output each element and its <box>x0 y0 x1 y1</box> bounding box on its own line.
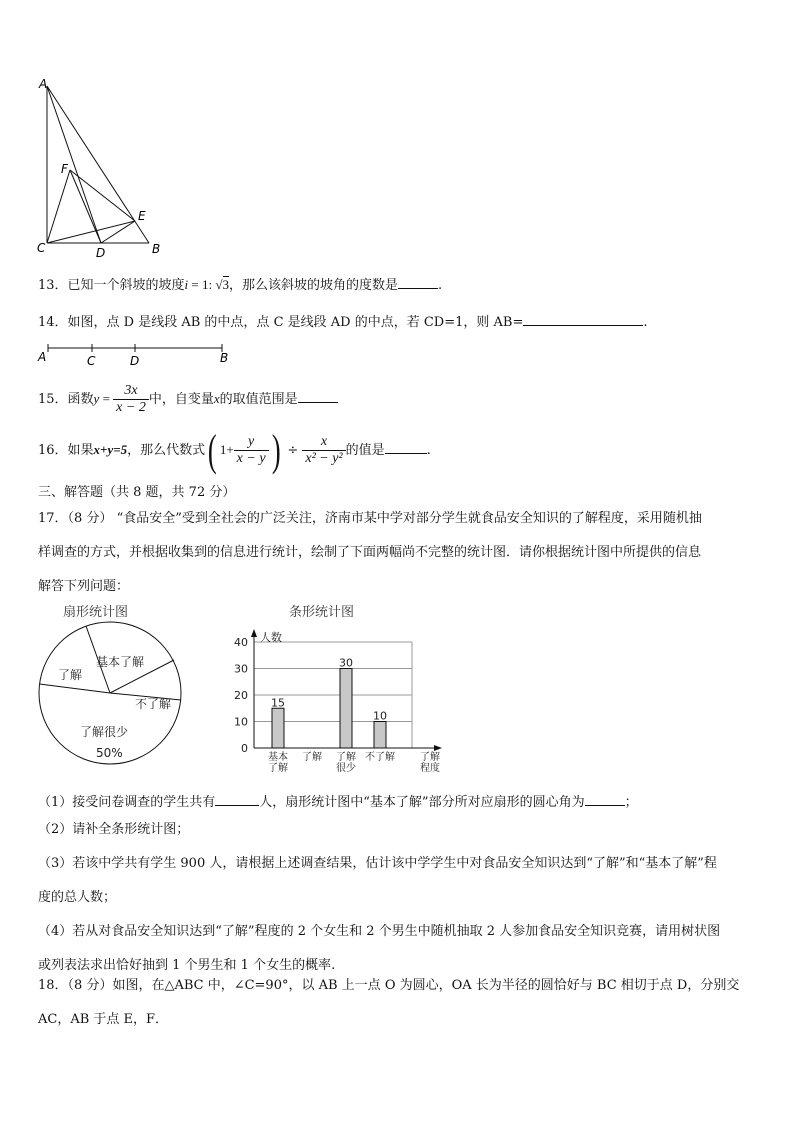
q13-text: 13．已知一个斜坡的坡度 <box>38 278 185 293</box>
x-axis-arrow <box>434 745 442 751</box>
q15-x: x <box>213 391 220 406</box>
q17-part-4a: （4）若从对食品安全知识达到“了解”程度的 2 个女生和 2 个男生中随机抽取 2 人参加食品安全知识竞赛，请用树状图 <box>38 924 721 939</box>
bar-value-label: 30 <box>339 656 353 670</box>
bar-chart-title: 条形统计图 <box>289 605 355 620</box>
q16-f2-num: x <box>302 434 345 451</box>
answer-blank-13[interactable] <box>398 275 438 289</box>
x-tick-label: 不了解 <box>365 752 395 763</box>
q16-fraction-2 <box>302 434 345 467</box>
q16-div: ÷ <box>283 443 303 458</box>
q14-text: 14．如图，点 D 是线段 AB 的中点，点 C 是线段 AD 的中点，若 CD=1，则 AB= <box>38 315 524 330</box>
label-C: C <box>37 241 46 255</box>
y-tick-label: 0 <box>241 742 248 755</box>
y-tick-label: 20 <box>234 689 248 702</box>
q17-part-2: （2）请补全条形统计图； <box>38 822 190 837</box>
bar <box>340 669 352 749</box>
bar-value-label: 10 <box>373 709 387 723</box>
q15-after: 中，自变量 <box>148 392 214 407</box>
x-tick-label: 很少 <box>336 763 356 774</box>
seg-label-C: C <box>87 354 96 368</box>
seg-label-B: B <box>220 351 229 365</box>
q16-cond: x+y=5 <box>93 442 128 457</box>
answer-blank-17-1a[interactable] <box>215 792 259 806</box>
label-F: F <box>61 162 68 176</box>
q13-root: 3 <box>222 277 230 292</box>
y-axis-label: 人数 <box>260 631 282 644</box>
q17-p1c: ； <box>624 795 638 810</box>
q15-y: y <box>93 391 100 406</box>
right-paren: ) <box>271 425 281 475</box>
q17-part-3a: （3）若该中学共有学生 900 人，请根据上述调查结果，估计该中学学生中对食品安全知识达到“了解”和“基本了解”程 <box>38 856 717 871</box>
question-14 <box>38 312 648 332</box>
bar <box>272 708 284 748</box>
seg-label-A: A <box>38 350 47 364</box>
x-tick-label: 了解 <box>302 752 322 763</box>
q17-part-3b: 度的总人数； <box>38 890 117 905</box>
q15-text: 15．函数 <box>38 392 94 407</box>
pie-label-basic: 基本了解 <box>96 655 145 669</box>
q15-eq: = <box>99 391 114 406</box>
bar-chart <box>225 625 440 783</box>
answer-blank-14[interactable] <box>523 312 643 326</box>
q13-end: . <box>438 278 443 293</box>
pie-label-not-understand: 不了解 <box>135 697 172 711</box>
pie-chart <box>38 622 188 772</box>
section-3-heading: 三、解答题（共 8 题，共 72 分） <box>38 485 236 500</box>
y-axis-arrow <box>251 629 257 637</box>
q13-math-eq: = 1: <box>188 277 216 292</box>
q17-part-4b: 或列表法求出恰好抽到 1 个男生和 1 个女生的概率. <box>38 958 336 973</box>
q18-line-1: 18．（8 分）如图，在△ABC 中，∠C=90°，以 AB 上一点 O 为圆心，OA 长为半径的圆恰好与 BC 相切于点 D，分别交 <box>38 978 740 993</box>
seg-label-D: D <box>130 354 140 368</box>
question-17-intro <box>38 502 760 604</box>
bar-value-label: 15 <box>271 696 285 710</box>
pie-chart-title: 扇形统计图 <box>63 605 129 620</box>
label-A: A <box>39 77 48 91</box>
q16-text: 16．如果 <box>38 443 94 458</box>
q15-after2: 的取值范围是 <box>219 392 298 407</box>
x-tick-label: 了解 <box>268 763 288 774</box>
x-axis-label-line-1: 了解 <box>420 752 440 763</box>
q14-end: . <box>643 315 648 330</box>
q16-after-cond: ，那么代数式 <box>127 443 206 458</box>
question-18 <box>38 969 760 1037</box>
x-tick-label: 了解 <box>336 752 356 763</box>
q16-one: 1+ <box>219 442 234 457</box>
pie-label-understand: 了解 <box>58 668 83 682</box>
y-tick-label: 40 <box>234 636 248 649</box>
y-tick-label: 30 <box>234 662 248 676</box>
q17-line-2: 样调查的方式，并根据收集到的信息进行统计，绘制了下面两幅尚不完整的统计图．请你根据统计图中所提供的信息 <box>38 545 702 560</box>
q17-parts-2-4 <box>38 813 760 983</box>
q17-p1a: （1）接受问卷调查的学生共有 <box>38 795 216 810</box>
q16-f1-num: y <box>234 434 269 451</box>
label-D: D <box>96 246 106 260</box>
q17-part-1 <box>38 792 638 812</box>
y-tick-label: 10 <box>234 715 248 729</box>
q16-f1-den: x − y <box>236 451 266 466</box>
q16-after: 的值是 <box>345 443 385 458</box>
answer-blank-16[interactable] <box>385 440 427 454</box>
segment-figure <box>36 340 236 368</box>
sqrt-symbol: √ <box>215 277 223 292</box>
answer-blank-17-1b[interactable] <box>585 792 625 806</box>
question-16 <box>38 425 431 475</box>
label-E: E <box>138 209 146 223</box>
q17-line-3: 解答下列问题： <box>38 579 130 594</box>
triangle-figure <box>30 76 170 258</box>
q17-p1b: 人，扇形统计图中“基本了解”部分所对应扇形的圆心角为 <box>259 795 585 810</box>
label-B: B <box>152 242 161 256</box>
question-15 <box>38 380 338 419</box>
q15-den: x − 2 <box>116 400 146 415</box>
pie-label-little: 了解很少 <box>80 725 129 739</box>
q13-math-i: i <box>184 277 189 292</box>
answer-blank-15[interactable] <box>298 389 338 403</box>
q13-after: ，那么该斜坡的坡角的度数是 <box>229 278 399 293</box>
pie-label-percent: 50% <box>96 746 123 760</box>
q15-fraction <box>113 383 149 416</box>
q17-line-1: 17．（8 分） “食品安全”受到全社会的广泛关注，济南市某中学对部分学生就食品安全知识的了解程度，采用随机抽 <box>38 511 702 526</box>
question-13 <box>38 275 442 295</box>
x-tick-label: 基本 <box>268 752 288 763</box>
q16-f2-den: x² − y² <box>305 451 343 466</box>
x-axis-label-line-2: 程度 <box>420 763 440 774</box>
q16-fraction-1 <box>234 434 269 467</box>
left-paren: ( <box>208 425 217 475</box>
q15-num: 3x <box>113 383 149 400</box>
q16-end: . <box>426 443 431 458</box>
bar <box>374 722 386 749</box>
q18-line-2: AC，AB 于点 E，F． <box>38 1012 169 1027</box>
